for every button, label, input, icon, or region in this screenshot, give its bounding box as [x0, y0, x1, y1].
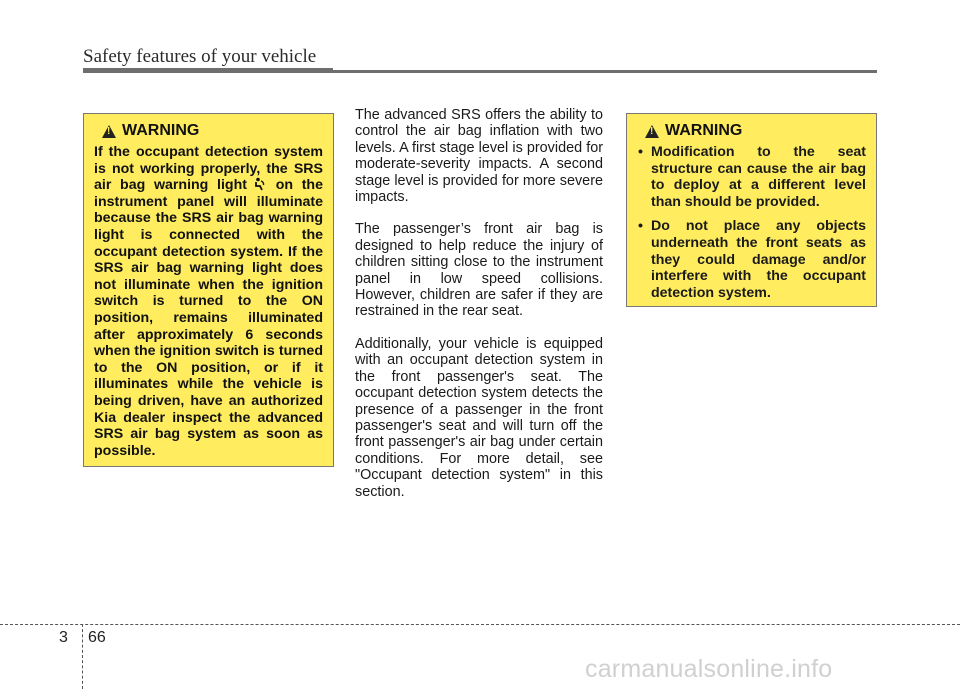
header-rule — [83, 70, 877, 73]
watermark: carmanualsonline.info — [585, 655, 833, 683]
body-paragraph: The advanced SRS offers the ability to control the air bag inflation with two levels. A first stage level is provided for moderate-severity impacts. A second stage level is provided for more severe impacts. — [355, 107, 603, 206]
warning-box-right — [626, 113, 877, 307]
body-paragraph: The passenger’s front air bag is designed to help reduce the injury of children sitting close to the instrument panel in low speed collisions. However, children are safer if they are restrained in the rear seat. — [355, 221, 603, 320]
warning-list-item: • Modification to the seat structure can cause the air bag to deploy at a different level than should be provided. — [637, 144, 866, 210]
warning-list-right — [637, 144, 866, 301]
warning-text-before-icon: If the occupant detection system is not working properly, the SRS air bag warning light — [94, 144, 323, 194]
warning-title-right — [645, 122, 866, 140]
page-number: 66 — [88, 629, 106, 646]
body-text-column — [355, 107, 603, 516]
footer-rule — [0, 624, 960, 625]
footer-vertical-rule — [82, 624, 83, 689]
warning-triangle-icon — [645, 125, 659, 138]
warning-title-left — [102, 122, 323, 140]
warning-text-left — [94, 144, 323, 459]
warning-list-item: • Do not place any objects underneath the front seats as they could damage and/or interfere with the occupant detection system. — [637, 218, 866, 301]
chapter-number: 3 — [59, 629, 68, 646]
body-paragraph: Additionally, your vehicle is equipped with an occupant detection system in the front passenger's seat. The occupant detection system detects the presence of a passenger in the front passenger's seat and will turn off the front passenger's air bag under certain conditions. For more detail, see "Occupant detection system" in this section. — [355, 335, 603, 500]
warning-text-after-icon: on the instrument panel will illuminate because the SRS air bag warning light is connected with the occupant detection system. If the SRS air bag warning light does not illuminate when the ignition switch is turned to the ON position, remains illuminated after approximately 6 seconds when the ignition switch is turned to the ON position, or if it illuminates while the vehicle is being driven, have an authorized Kia dealer inspect the advanced SRS air bag system as soon as possible. — [94, 177, 323, 459]
warning-box-left — [83, 113, 334, 467]
page-header-title: Safety features of your vehicle — [83, 46, 317, 67]
warning-title-text: WARNING — [665, 122, 743, 139]
warning-triangle-icon — [102, 125, 116, 138]
airbag-seat-icon — [253, 177, 267, 191]
warning-title-text: WARNING — [122, 122, 200, 139]
